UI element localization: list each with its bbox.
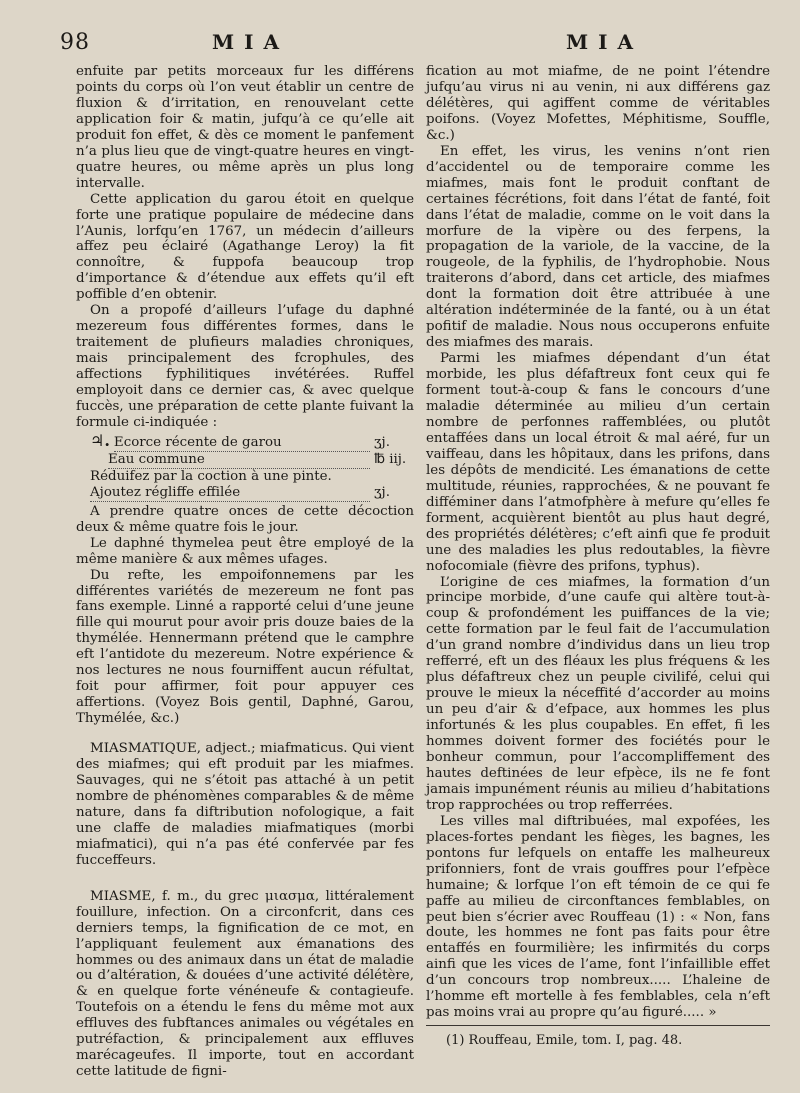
paragraph: enfuite par petits morceaux fur les différens points du corps où l’on veut établir un centre de fluxion & d’irritation, en renouvelant cette application foir & matin, jufqu’à ce qu’elle ait produit fon effet, & dès ce moment le panfement n’a plus lieu que de vingt-quatre heures en vingt-quatre heures, ou même après un plus long intervalle. xyxy=(76,64,414,191)
recipe-quantity: ʒj. xyxy=(374,484,390,500)
paragraph: Le daphné thymelea peut être employé de la même manière & aux mêmes ufages. xyxy=(76,535,414,567)
right-column xyxy=(426,64,770,1021)
recipe-ingredient: Ajoutez régliffe effilée xyxy=(90,485,370,502)
paragraph: A prendre quatre onces de cette décoction deux & même quatre fois le jour. xyxy=(76,503,414,535)
recipe-quantity: ʒj. xyxy=(374,434,390,450)
paragraph: L’origine de ces miafmes, la formation d’un principe morbide, d’une caufe qui altère tout-à-coup & profondément les puiffances de la vie; cette formation par le feul fait de l’accumulation d’un grand nombre d’individus dans un lieu trop refferré, eft un des fléaux les plus fréquens & les plus défaftreux chez un peuple civilifé, celui qui prouve le mieux la néceffité d’accorder au moins un peu d’air & d’efpace, aux hommes les plus infortunés & les plus coupables. En effet, fi les hommes doivent former des fociétés pour le bonheur commun, pour l’accompliffement des hautes deftinées de leur efpèce, ils ne fe font jamais impunément réunis au milieu d’habitations trop rapprochées ou trop refferrées. xyxy=(426,574,770,813)
recipe-line xyxy=(90,469,414,485)
running-title-right: MIA xyxy=(566,30,644,54)
entry-miasme: MIASME, f. m., du grec μιασμα, littéralement fouillure, infection. On a circonfcrit, dans ces derniers temps, la fignification de ce mot, en l’appliquant feulement aux émanations des hommes ou des animaux dans un état de maladie ou d’altération, & douées d’une activité délétère, & en quelque forte vénéneufe & contagieufe. Toutefois on a étendu le fens du même mot aux effluves des fubftances animales ou végétales en putréfaction, & principalement aux effluves marécageufes. Il importe, tout en accordant cette latitude de figni- xyxy=(76,888,414,1080)
recipe-formula xyxy=(90,430,414,502)
page-number: 98 xyxy=(60,30,90,55)
paragraph: En effet, les virus, les venins n’ont rien d’accidentel ou de temporaire comme les miafmes, mais font le produit conftant de certaines fécrétions, foit dans l’état de fanté, foit dans l’état de maladie, comme on le voit dans la morfure de la vipère ou des ferpens, la propagation de la variole, de la vaccine, de la rougeole, de la fyphilis, de l’hydrophobie. Nous traiterons d’abord, dans cet article, des miafmes dont la formation doit être attribuée à une altération indéterminée de la fanté, ou à un état pofitif de maladie. Nous nous occuperons enfuite des miafmes des marais. xyxy=(426,143,770,351)
recipe-ingredient: Eau commune xyxy=(108,452,370,469)
running-title-left: MIA xyxy=(212,30,290,54)
paragraph: On a propofé d’ailleurs l’ufage du daphné mezereum fous différentes formes, dans le traitement de plufieurs maladies chroniques, mais principalement des fcrophules, des affections fyphilitiques invétérées. Ruffel employoit dans ce dernier cas, & avec quelque fuccès, une préparation de cette plante fuivant la formule ci-indiquée : xyxy=(76,303,414,430)
recipe-quantity: ℔ iij. xyxy=(374,451,407,467)
paragraph: Parmi les miafmes dépendant d’un état morbide, les plus défaftreux font ceux qui fe forment tout-à-coup & fans le concours d’une maladie déterminée au milieu d’un certain nombre de perfonnes raffemblées, ou plutôt entaffées dans un local étroit & mal aéré, fur un vaiffeau, dans les hôpitaux, dans les prifons, dans les dépôts de mendicité. Les émanations de cette multitude, réunies, rapprochées, & ne pouvant fe difféminer dans l’atmofphère à mefure qu’elles fe forment, acquièrent bientôt au plus haut degré, des propriétés délétères; c’eft ainfi que fe produit une des maladies les plus redoutables, la fièvre nofocomiale (fièvre des prifons, typhus). xyxy=(426,351,770,574)
entry-miasmatique: MIASMATIQUE, adject.; miafmaticus. Qui vient des miafmes; qui eft produit par les miafmes. Sauvages, qui ne s’étoit pas attaché à un petit nombre de phénomènes comparables & de même nature, dans fa diftribution nofologique, a fait une claffe de maladies miafmatiques (morbi miafmatici), qui n’a pas été confervée par fes fucceffeurs. xyxy=(76,741,414,868)
recipe-line xyxy=(90,430,414,452)
recipe-instruction: Réduifez par la coction à une pinte. xyxy=(90,468,332,484)
paragraph: fication au mot miafme, de ne point l’étendre jufqu’au virus ni au venin, ni aux différens gaz délétères, qui agiffent comme de véritables poifons. (Voyez Mofettes, Méphitisme, Souffle, &c.) xyxy=(426,64,770,143)
left-column xyxy=(76,64,414,1080)
paragraph: Du refte, les empoifonnemens par les différentes variétés de mezereum ne font pas fans exemple. Linné a rapporté celui d’une jeune fille qui mourut pour avoir pris douze baies de la thymélée. Hennermann prétend que le camphre eft l’antidote du mezereum. Notre expérience & nos lectures ne nous fourniffent aucun réfultat, foit pour affirmer, foit pour appuyer ces affertions. (Voyez Bois gentil, Daphné, Garou, Thymélée, &c.) xyxy=(76,567,414,727)
paragraph: Les villes mal diftribuées, mal expofées, les places-fortes pendant les fièges, les bagnes, les pontons fur lefquels on entaffe les malheureux prifonniers, font de vrais gouffres pour l’efpèce humaine; & lorfque l’on eft témoin de ce qui fe paffe au milieu de circonftances femblables, on peut bien s’écrier avec Rouffeau (1) : « Non, fans doute, les hommes ne font pas faits pour être entaffés en fourmilière; les infirmités du corps ainfi que les vices de l’ame, font l’infaillible effet d’un concours trop nombreux..... L’haleine de l’homme eft mortelle à fes femblables, cela n’eft pas moins vrai au propre qu’au figuré..... » xyxy=(426,813,770,1021)
running-head xyxy=(0,30,800,60)
recipe-line xyxy=(90,485,414,502)
recipe-ingredient: Ecorce récente de garou xyxy=(114,435,370,452)
footnote: (1) Rouffeau, Emile, tom. I, pag. 48. xyxy=(446,1033,683,1048)
recipe-line xyxy=(90,452,414,469)
footnote-divider xyxy=(426,1025,770,1026)
paragraph: Cette application du garou étoit en quelque forte une pratique populaire de médecine dans l’Aunis, lorfqu’en 1767, un médecin d’ailleurs affez peu éclairé (Agathange Leroy) la fit connoître, & fuppofa beaucoup trop d’importance & d’étendue aux effets qu’il eft poffible d’en obtenir. xyxy=(76,191,414,303)
jupiter-symbol-icon: ♃. xyxy=(90,430,110,450)
